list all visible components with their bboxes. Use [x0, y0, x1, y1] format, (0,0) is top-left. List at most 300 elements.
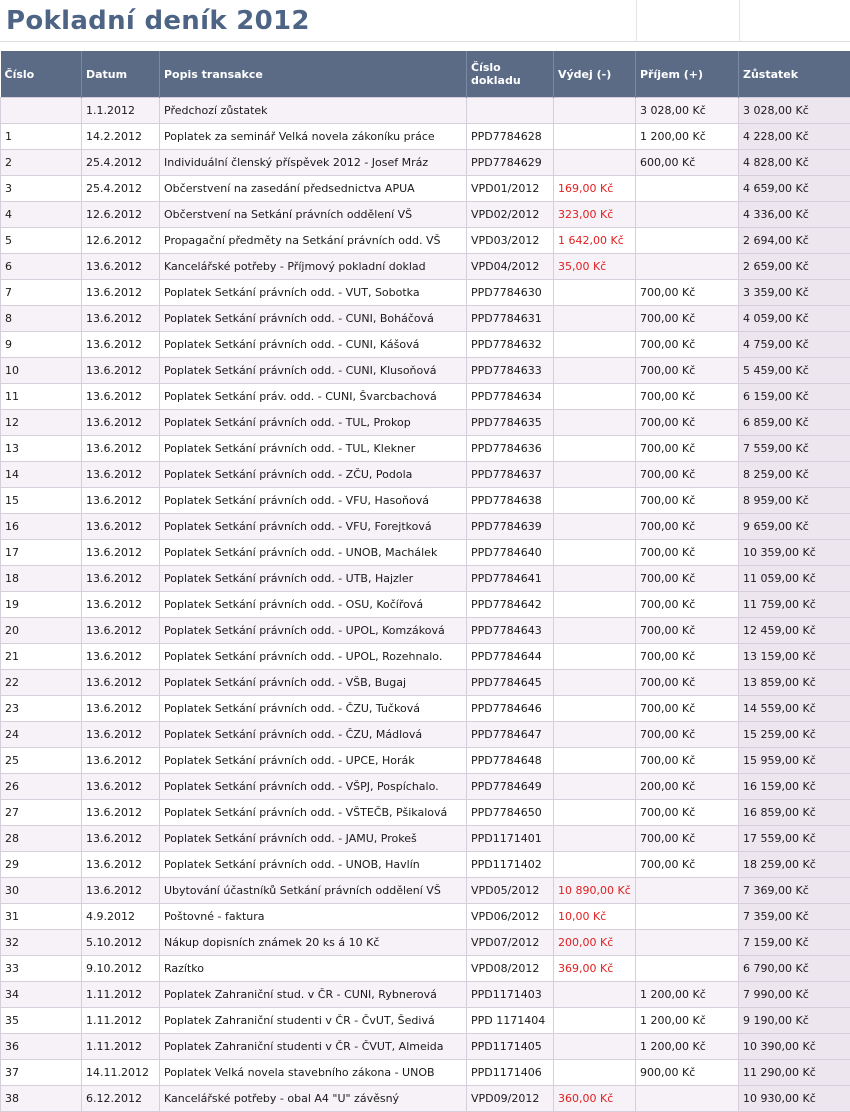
- cell-date[interactable]: 13.6.2012: [82, 306, 160, 332]
- cell-balance[interactable]: 11 759,00 Kč: [739, 592, 850, 618]
- cell-document-number[interactable]: PPD1171403: [467, 982, 554, 1008]
- cell-balance[interactable]: 16 159,00 Kč: [739, 774, 850, 800]
- cell-document-number[interactable]: VPD02/2012: [467, 202, 554, 228]
- cell-description[interactable]: Poplatek Setkání právních odd. - ZČU, Podola: [160, 462, 467, 488]
- cell-date[interactable]: 12.6.2012: [82, 202, 160, 228]
- table-row: [1, 1034, 850, 1060]
- cell-expense[interactable]: [554, 800, 636, 826]
- cell-income[interactable]: 700,00 Kč: [636, 618, 739, 644]
- cell-balance[interactable]: 7 159,00 Kč: [739, 930, 850, 956]
- cell-income[interactable]: 900,00 Kč: [636, 1060, 739, 1086]
- cell-number[interactable]: 37: [1, 1060, 82, 1086]
- cell-description[interactable]: Kancelářské potřeby - obal A4 "U" závěsný: [160, 1086, 467, 1112]
- cell-income[interactable]: 3 028,00 Kč: [636, 98, 739, 124]
- header-document-number[interactable]: Číslo dokladu: [467, 51, 554, 98]
- cell-document-number[interactable]: PPD7784637: [467, 462, 554, 488]
- cell-document-number[interactable]: PPD7784640: [467, 540, 554, 566]
- cell-income[interactable]: 700,00 Kč: [636, 410, 739, 436]
- cell-income[interactable]: [636, 904, 739, 930]
- cell-document-number[interactable]: PPD7784650: [467, 800, 554, 826]
- header-description[interactable]: Popis transakce: [160, 51, 467, 98]
- cell-date[interactable]: 13.6.2012: [82, 488, 160, 514]
- cell-expense[interactable]: [554, 462, 636, 488]
- cell-document-number[interactable]: PPD7784648: [467, 748, 554, 774]
- cell-expense[interactable]: 10,00 Kč: [554, 904, 636, 930]
- cell-expense[interactable]: 360,00 Kč: [554, 1086, 636, 1112]
- cell-balance[interactable]: 4 828,00 Kč: [739, 150, 850, 176]
- cell-number[interactable]: 31: [1, 904, 82, 930]
- cell-number[interactable]: 8: [1, 306, 82, 332]
- cell-income[interactable]: 700,00 Kč: [636, 566, 739, 592]
- cell-date[interactable]: 13.6.2012: [82, 670, 160, 696]
- cell-description[interactable]: Poplatek Setkání právních odd. - VFU, Hasoňová: [160, 488, 467, 514]
- cell-balance[interactable]: 6 790,00 Kč: [739, 956, 850, 982]
- cell-income[interactable]: 700,00 Kč: [636, 280, 739, 306]
- cell-balance[interactable]: 15 259,00 Kč: [739, 722, 850, 748]
- cell-expense[interactable]: 323,00 Kč: [554, 202, 636, 228]
- cell-description[interactable]: Poplatek Setkání právních odd. - TUL, Klekner: [160, 436, 467, 462]
- cell-description[interactable]: Poplatek Setkání právních odd. - JAMU, Prokeš: [160, 826, 467, 852]
- cell-income[interactable]: 700,00 Kč: [636, 722, 739, 748]
- cell-expense[interactable]: [554, 852, 636, 878]
- cell-balance[interactable]: 10 359,00 Kč: [739, 540, 850, 566]
- cell-income[interactable]: 1 200,00 Kč: [636, 982, 739, 1008]
- cell-document-number[interactable]: PPD7784633: [467, 358, 554, 384]
- cell-expense[interactable]: [554, 826, 636, 852]
- cell-income[interactable]: 700,00 Kč: [636, 852, 739, 878]
- table-row: [1, 280, 850, 306]
- cell-description[interactable]: Poplatek Setkání právních odd. - VŠPJ, Pospíchalo.: [160, 774, 467, 800]
- cell-date[interactable]: 13.6.2012: [82, 436, 160, 462]
- cell-income[interactable]: [636, 254, 739, 280]
- cell-description[interactable]: Občerstvení na Setkání právních oddělení VŠ: [160, 202, 467, 228]
- cell-number[interactable]: 23: [1, 696, 82, 722]
- cell-balance[interactable]: 4 659,00 Kč: [739, 176, 850, 202]
- cell-income[interactable]: [636, 202, 739, 228]
- cell-document-number[interactable]: PPD7784635: [467, 410, 554, 436]
- cell-expense[interactable]: [554, 98, 636, 124]
- table-row: [1, 306, 850, 332]
- cell-income[interactable]: 700,00 Kč: [636, 592, 739, 618]
- cell-description[interactable]: Občerstvení na zasedání předsednictva APUA: [160, 176, 467, 202]
- cell-number[interactable]: 17: [1, 540, 82, 566]
- cell-description[interactable]: Poplatek za seminář Velká novela zákoníku práce: [160, 124, 467, 150]
- table-row: [1, 176, 850, 202]
- cell-balance[interactable]: 13 159,00 Kč: [739, 644, 850, 670]
- cell-number[interactable]: 36: [1, 1034, 82, 1060]
- cell-document-number[interactable]: PPD7784645: [467, 670, 554, 696]
- cell-income[interactable]: 1 200,00 Kč: [636, 1034, 739, 1060]
- cell-expense[interactable]: [554, 592, 636, 618]
- cell-document-number[interactable]: PPD7784630: [467, 280, 554, 306]
- table-row: [1, 202, 850, 228]
- table-row: [1, 228, 850, 254]
- cell-balance[interactable]: 10 390,00 Kč: [739, 1034, 850, 1060]
- cell-balance[interactable]: 7 559,00 Kč: [739, 436, 850, 462]
- cell-description[interactable]: Poplatek Setkání právních odd. - ČZU, Mádlová: [160, 722, 467, 748]
- cell-number[interactable]: 1: [1, 124, 82, 150]
- cell-description[interactable]: Poplatek Setkání právních odd. - VŠB, Bugaj: [160, 670, 467, 696]
- cell-date[interactable]: 13.6.2012: [82, 722, 160, 748]
- table-row: [1, 540, 850, 566]
- cell-description[interactable]: Poplatek Setkání právních odd. - CUNI, Kášová: [160, 332, 467, 358]
- cell-number[interactable]: 32: [1, 930, 82, 956]
- cell-date[interactable]: 5.10.2012: [82, 930, 160, 956]
- table-row: [1, 852, 850, 878]
- cell-number[interactable]: 4: [1, 202, 82, 228]
- cell-income[interactable]: [636, 956, 739, 982]
- cell-document-number[interactable]: VPD06/2012: [467, 904, 554, 930]
- table-row: [1, 748, 850, 774]
- cell-income[interactable]: 600,00 Kč: [636, 150, 739, 176]
- cell-document-number[interactable]: PPD1171401: [467, 826, 554, 852]
- cell-expense[interactable]: 1 642,00 Kč: [554, 228, 636, 254]
- cell-income[interactable]: 700,00 Kč: [636, 358, 739, 384]
- cell-income[interactable]: 700,00 Kč: [636, 670, 739, 696]
- cell-number[interactable]: 22: [1, 670, 82, 696]
- cell-document-number[interactable]: PPD7784649: [467, 774, 554, 800]
- cell-expense[interactable]: [554, 982, 636, 1008]
- cell-expense[interactable]: [554, 1060, 636, 1086]
- cell-description[interactable]: Individuální členský příspěvek 2012 - Josef Mráz: [160, 150, 467, 176]
- cell-number[interactable]: 27: [1, 800, 82, 826]
- cell-number[interactable]: 34: [1, 982, 82, 1008]
- cell-description[interactable]: Poplatek Setkání právních odd. - VŠTEČB, Pšikalová: [160, 800, 467, 826]
- table-row: [1, 878, 850, 904]
- cell-income[interactable]: 700,00 Kč: [636, 436, 739, 462]
- cell-expense[interactable]: [554, 696, 636, 722]
- cell-balance[interactable]: 3 028,00 Kč: [739, 98, 850, 124]
- header-number[interactable]: Číslo: [1, 51, 82, 98]
- cell-expense[interactable]: [554, 384, 636, 410]
- cell-date[interactable]: 4.9.2012: [82, 904, 160, 930]
- cell-balance[interactable]: 7 369,00 Kč: [739, 878, 850, 904]
- table-row: [1, 124, 850, 150]
- cell-number[interactable]: 10: [1, 358, 82, 384]
- cell-balance[interactable]: 9 659,00 Kč: [739, 514, 850, 540]
- cell-income[interactable]: 700,00 Kč: [636, 696, 739, 722]
- cell-date[interactable]: 12.6.2012: [82, 228, 160, 254]
- cell-number[interactable]: 20: [1, 618, 82, 644]
- cell-date[interactable]: 13.6.2012: [82, 462, 160, 488]
- cell-number[interactable]: 3: [1, 176, 82, 202]
- cell-description[interactable]: Razítko: [160, 956, 467, 982]
- table-row: [1, 566, 850, 592]
- cell-income[interactable]: 700,00 Kč: [636, 488, 739, 514]
- cell-date[interactable]: 14.11.2012: [82, 1060, 160, 1086]
- cell-number[interactable]: 9: [1, 332, 82, 358]
- cell-document-number[interactable]: PPD 1171404: [467, 1008, 554, 1034]
- cell-date[interactable]: 13.6.2012: [82, 800, 160, 826]
- cell-description[interactable]: Poplatek Setkání právních odd. - UPOL, Komzáková: [160, 618, 467, 644]
- cell-document-number[interactable]: VPD04/2012: [467, 254, 554, 280]
- table-row: [1, 436, 850, 462]
- cell-expense[interactable]: [554, 280, 636, 306]
- cell-date[interactable]: 14.2.2012: [82, 124, 160, 150]
- cell-balance[interactable]: 6 159,00 Kč: [739, 384, 850, 410]
- cell-date[interactable]: 25.4.2012: [82, 176, 160, 202]
- cell-number[interactable]: 38: [1, 1086, 82, 1112]
- cell-description[interactable]: Poplatek Setkání právních odd. - ČZU, Tučková: [160, 696, 467, 722]
- cell-date[interactable]: 13.6.2012: [82, 774, 160, 800]
- cell-balance[interactable]: 3 359,00 Kč: [739, 280, 850, 306]
- cell-number[interactable]: 13: [1, 436, 82, 462]
- cell-description[interactable]: Poplatek Zahraniční studenti v ČR - ČvUT, Šedivá: [160, 1008, 467, 1034]
- cell-income[interactable]: [636, 1086, 739, 1112]
- cell-document-number[interactable]: PPD1171406: [467, 1060, 554, 1086]
- cell-document-number[interactable]: [467, 98, 554, 124]
- cell-date[interactable]: 13.6.2012: [82, 566, 160, 592]
- cell-income[interactable]: [636, 930, 739, 956]
- cell-document-number[interactable]: VPD07/2012: [467, 930, 554, 956]
- cell-description[interactable]: Poplatek Velká novela stavebního zákona - UNOB: [160, 1060, 467, 1086]
- cell-balance[interactable]: 11 290,00 Kč: [739, 1060, 850, 1086]
- cell-number[interactable]: 29: [1, 852, 82, 878]
- cell-description[interactable]: Poplatek Setkání právních odd. - CUNI, Boháčová: [160, 306, 467, 332]
- cell-number[interactable]: 7: [1, 280, 82, 306]
- cell-number[interactable]: 5: [1, 228, 82, 254]
- cell-date[interactable]: 13.6.2012: [82, 748, 160, 774]
- cell-description[interactable]: Poplatek Setkání právních odd. - OSU, Kočířová: [160, 592, 467, 618]
- cell-document-number[interactable]: PPD7784638: [467, 488, 554, 514]
- cell-income[interactable]: 700,00 Kč: [636, 514, 739, 540]
- cell-income[interactable]: 1 200,00 Kč: [636, 124, 739, 150]
- cell-expense[interactable]: [554, 644, 636, 670]
- cell-number[interactable]: 25: [1, 748, 82, 774]
- cell-expense[interactable]: 10 890,00 Kč: [554, 878, 636, 904]
- cell-document-number[interactable]: PPD7784641: [467, 566, 554, 592]
- cell-description[interactable]: Propagační předměty na Setkání právních odd. VŠ: [160, 228, 467, 254]
- cell-document-number[interactable]: VPD03/2012: [467, 228, 554, 254]
- cell-document-number[interactable]: PPD7784631: [467, 306, 554, 332]
- cell-number[interactable]: 11: [1, 384, 82, 410]
- cell-balance[interactable]: 18 259,00 Kč: [739, 852, 850, 878]
- cell-income[interactable]: 700,00 Kč: [636, 306, 739, 332]
- cell-description[interactable]: Poplatek Setkání právních odd. - TUL, Prokop: [160, 410, 467, 436]
- cell-income[interactable]: 700,00 Kč: [636, 644, 739, 670]
- cell-description[interactable]: Poplatek Setkání právních odd. - VUT, Sobotka: [160, 280, 467, 306]
- cell-date[interactable]: 9.10.2012: [82, 956, 160, 982]
- cell-expense[interactable]: 369,00 Kč: [554, 956, 636, 982]
- cell-number[interactable]: 2: [1, 150, 82, 176]
- cell-number[interactable]: 24: [1, 722, 82, 748]
- cell-expense[interactable]: [554, 410, 636, 436]
- cell-balance[interactable]: 13 859,00 Kč: [739, 670, 850, 696]
- cell-balance[interactable]: 2 694,00 Kč: [739, 228, 850, 254]
- cell-date[interactable]: 13.6.2012: [82, 410, 160, 436]
- cell-expense[interactable]: [554, 774, 636, 800]
- cell-document-number[interactable]: PPD7784643: [467, 618, 554, 644]
- cell-expense[interactable]: 200,00 Kč: [554, 930, 636, 956]
- cell-balance[interactable]: 15 959,00 Kč: [739, 748, 850, 774]
- header-expense[interactable]: Výdej (-): [554, 51, 636, 98]
- cell-expense[interactable]: [554, 124, 636, 150]
- cell-balance[interactable]: 8 259,00 Kč: [739, 462, 850, 488]
- table-row: [1, 1060, 850, 1086]
- cell-document-number[interactable]: PPD7784629: [467, 150, 554, 176]
- header-date[interactable]: Datum: [82, 51, 160, 98]
- cell-expense[interactable]: [554, 1034, 636, 1060]
- cell-date[interactable]: 1.11.2012: [82, 1034, 160, 1060]
- cell-description[interactable]: Poplatek Setkání práv. odd. - CUNI, Švarcbachová: [160, 384, 467, 410]
- cell-date[interactable]: 13.6.2012: [82, 514, 160, 540]
- cell-document-number[interactable]: PPD7784632: [467, 332, 554, 358]
- cell-description[interactable]: Poplatek Setkání právních odd. - UTB, Hajzler: [160, 566, 467, 592]
- cell-date[interactable]: 13.6.2012: [82, 358, 160, 384]
- table-row: [1, 930, 850, 956]
- cell-date[interactable]: 13.6.2012: [82, 280, 160, 306]
- cell-expense[interactable]: [554, 514, 636, 540]
- header-income[interactable]: Příjem (+): [636, 51, 739, 98]
- cell-date[interactable]: 13.6.2012: [82, 618, 160, 644]
- cell-description[interactable]: Předchozí zůstatek: [160, 98, 467, 124]
- cell-date[interactable]: 13.6.2012: [82, 878, 160, 904]
- cell-description[interactable]: Poplatek Setkání právních odd. - UPOL, Rozehnalo.: [160, 644, 467, 670]
- cell-document-number[interactable]: PPD7784639: [467, 514, 554, 540]
- cell-description[interactable]: Poplatek Zahraniční stud. v ČR - CUNI, Rybnerová: [160, 982, 467, 1008]
- cell-number[interactable]: 18: [1, 566, 82, 592]
- cell-number[interactable]: 15: [1, 488, 82, 514]
- cell-balance[interactable]: 2 659,00 Kč: [739, 254, 850, 280]
- cell-document-number[interactable]: PPD7784644: [467, 644, 554, 670]
- cell-date[interactable]: 25.4.2012: [82, 150, 160, 176]
- cell-date[interactable]: 13.6.2012: [82, 592, 160, 618]
- cell-number[interactable]: 19: [1, 592, 82, 618]
- cell-expense[interactable]: [554, 436, 636, 462]
- header-balance[interactable]: Zůstatek: [739, 51, 850, 98]
- cell-balance[interactable]: 12 459,00 Kč: [739, 618, 850, 644]
- cell-income[interactable]: [636, 878, 739, 904]
- cell-description[interactable]: Ubytování účastníků Setkání právních oddělení VŠ: [160, 878, 467, 904]
- cell-number[interactable]: 14: [1, 462, 82, 488]
- cell-date[interactable]: 1.1.2012: [82, 98, 160, 124]
- cell-description[interactable]: Poplatek Setkání právních odd. - UNOB, Havlín: [160, 852, 467, 878]
- cell-balance[interactable]: 9 190,00 Kč: [739, 1008, 850, 1034]
- cell-income[interactable]: 700,00 Kč: [636, 462, 739, 488]
- cell-number[interactable]: 6: [1, 254, 82, 280]
- cell-number[interactable]: 21: [1, 644, 82, 670]
- cell-description[interactable]: Poplatek Zahraniční studenti v ČR - ČVUT, Almeida: [160, 1034, 467, 1060]
- cell-balance[interactable]: 14 559,00 Kč: [739, 696, 850, 722]
- table-row: [1, 150, 850, 176]
- cell-income[interactable]: [636, 228, 739, 254]
- cell-income[interactable]: 700,00 Kč: [636, 332, 739, 358]
- cell-description[interactable]: Poplatek Setkání právních odd. - CUNI, Klusoňová: [160, 358, 467, 384]
- cell-description[interactable]: Poplatek Setkání právních odd. - UPCE, Horák: [160, 748, 467, 774]
- cell-income[interactable]: 700,00 Kč: [636, 748, 739, 774]
- cell-income[interactable]: 200,00 Kč: [636, 774, 739, 800]
- cell-expense[interactable]: [554, 670, 636, 696]
- cell-expense[interactable]: [554, 358, 636, 384]
- cell-balance[interactable]: 4 059,00 Kč: [739, 306, 850, 332]
- cell-balance[interactable]: 16 859,00 Kč: [739, 800, 850, 826]
- cell-expense[interactable]: [554, 540, 636, 566]
- cell-date[interactable]: 13.6.2012: [82, 696, 160, 722]
- cell-expense[interactable]: 35,00 Kč: [554, 254, 636, 280]
- cell-number[interactable]: 16: [1, 514, 82, 540]
- cell-document-number[interactable]: PPD7784636: [467, 436, 554, 462]
- cell-document-number[interactable]: PPD1171402: [467, 852, 554, 878]
- cell-balance[interactable]: 4 228,00 Kč: [739, 124, 850, 150]
- cell-income[interactable]: 700,00 Kč: [636, 800, 739, 826]
- cell-number[interactable]: [1, 98, 82, 124]
- cell-expense[interactable]: [554, 332, 636, 358]
- cell-date[interactable]: 1.11.2012: [82, 982, 160, 1008]
- cell-description[interactable]: Poštovné - faktura: [160, 904, 467, 930]
- table-row: [1, 644, 850, 670]
- cell-date[interactable]: 13.6.2012: [82, 826, 160, 852]
- table-row: [1, 1008, 850, 1034]
- cell-number[interactable]: 33: [1, 956, 82, 982]
- cell-document-number[interactable]: VPD05/2012: [467, 878, 554, 904]
- cell-document-number[interactable]: VPD09/2012: [467, 1086, 554, 1112]
- cell-income[interactable]: 700,00 Kč: [636, 540, 739, 566]
- cell-balance[interactable]: 7 990,00 Kč: [739, 982, 850, 1008]
- cell-document-number[interactable]: PPD7784647: [467, 722, 554, 748]
- cell-balance[interactable]: 4 336,00 Kč: [739, 202, 850, 228]
- cell-date[interactable]: 13.6.2012: [82, 254, 160, 280]
- cell-income[interactable]: 700,00 Kč: [636, 826, 739, 852]
- cell-number[interactable]: 30: [1, 878, 82, 904]
- cell-document-number[interactable]: PPD7784628: [467, 124, 554, 150]
- cell-expense[interactable]: [554, 566, 636, 592]
- cell-expense[interactable]: [554, 618, 636, 644]
- cell-date[interactable]: 13.6.2012: [82, 384, 160, 410]
- table-row: [1, 618, 850, 644]
- cell-expense[interactable]: [554, 722, 636, 748]
- cell-document-number[interactable]: VPD01/2012: [467, 176, 554, 202]
- cell-number[interactable]: 28: [1, 826, 82, 852]
- cell-number[interactable]: 12: [1, 410, 82, 436]
- cell-income[interactable]: 1 200,00 Kč: [636, 1008, 739, 1034]
- cell-expense[interactable]: [554, 150, 636, 176]
- cell-date[interactable]: 13.6.2012: [82, 332, 160, 358]
- cell-balance[interactable]: 17 559,00 Kč: [739, 826, 850, 852]
- cell-description[interactable]: Kancelářské potřeby - Příjmový pokladní doklad: [160, 254, 467, 280]
- cell-document-number[interactable]: VPD08/2012: [467, 956, 554, 982]
- cell-balance[interactable]: 11 059,00 Kč: [739, 566, 850, 592]
- cell-number[interactable]: 35: [1, 1008, 82, 1034]
- cell-income[interactable]: 700,00 Kč: [636, 384, 739, 410]
- cell-number[interactable]: 26: [1, 774, 82, 800]
- cell-date[interactable]: 13.6.2012: [82, 540, 160, 566]
- cell-balance[interactable]: 4 759,00 Kč: [739, 332, 850, 358]
- cell-balance[interactable]: 5 459,00 Kč: [739, 358, 850, 384]
- cell-document-number[interactable]: PPD7784646: [467, 696, 554, 722]
- cell-expense[interactable]: 169,00 Kč: [554, 176, 636, 202]
- cell-balance[interactable]: 7 359,00 Kč: [739, 904, 850, 930]
- cell-income[interactable]: [636, 176, 739, 202]
- cell-expense[interactable]: [554, 1008, 636, 1034]
- cell-date[interactable]: 13.6.2012: [82, 852, 160, 878]
- cell-expense[interactable]: [554, 306, 636, 332]
- cell-document-number[interactable]: PPD7784642: [467, 592, 554, 618]
- cell-balance[interactable]: 8 959,00 Kč: [739, 488, 850, 514]
- cell-document-number[interactable]: PPD7784634: [467, 384, 554, 410]
- cell-expense[interactable]: [554, 488, 636, 514]
- cell-description[interactable]: Poplatek Setkání právních odd. - VFU, Forejtková: [160, 514, 467, 540]
- table-row: [1, 488, 850, 514]
- cell-balance[interactable]: 10 930,00 Kč: [739, 1086, 850, 1112]
- cell-balance[interactable]: 6 859,00 Kč: [739, 410, 850, 436]
- cell-description[interactable]: Poplatek Setkání právních odd. - UNOB, Machálek: [160, 540, 467, 566]
- cell-date[interactable]: 13.6.2012: [82, 644, 160, 670]
- cell-document-number[interactable]: PPD1171405: [467, 1034, 554, 1060]
- cell-date[interactable]: 6.12.2012: [82, 1086, 160, 1112]
- cell-expense[interactable]: [554, 748, 636, 774]
- cell-description[interactable]: Nákup dopisních známek 20 ks á 10 Kč: [160, 930, 467, 956]
- cell-date[interactable]: 1.11.2012: [82, 1008, 160, 1034]
